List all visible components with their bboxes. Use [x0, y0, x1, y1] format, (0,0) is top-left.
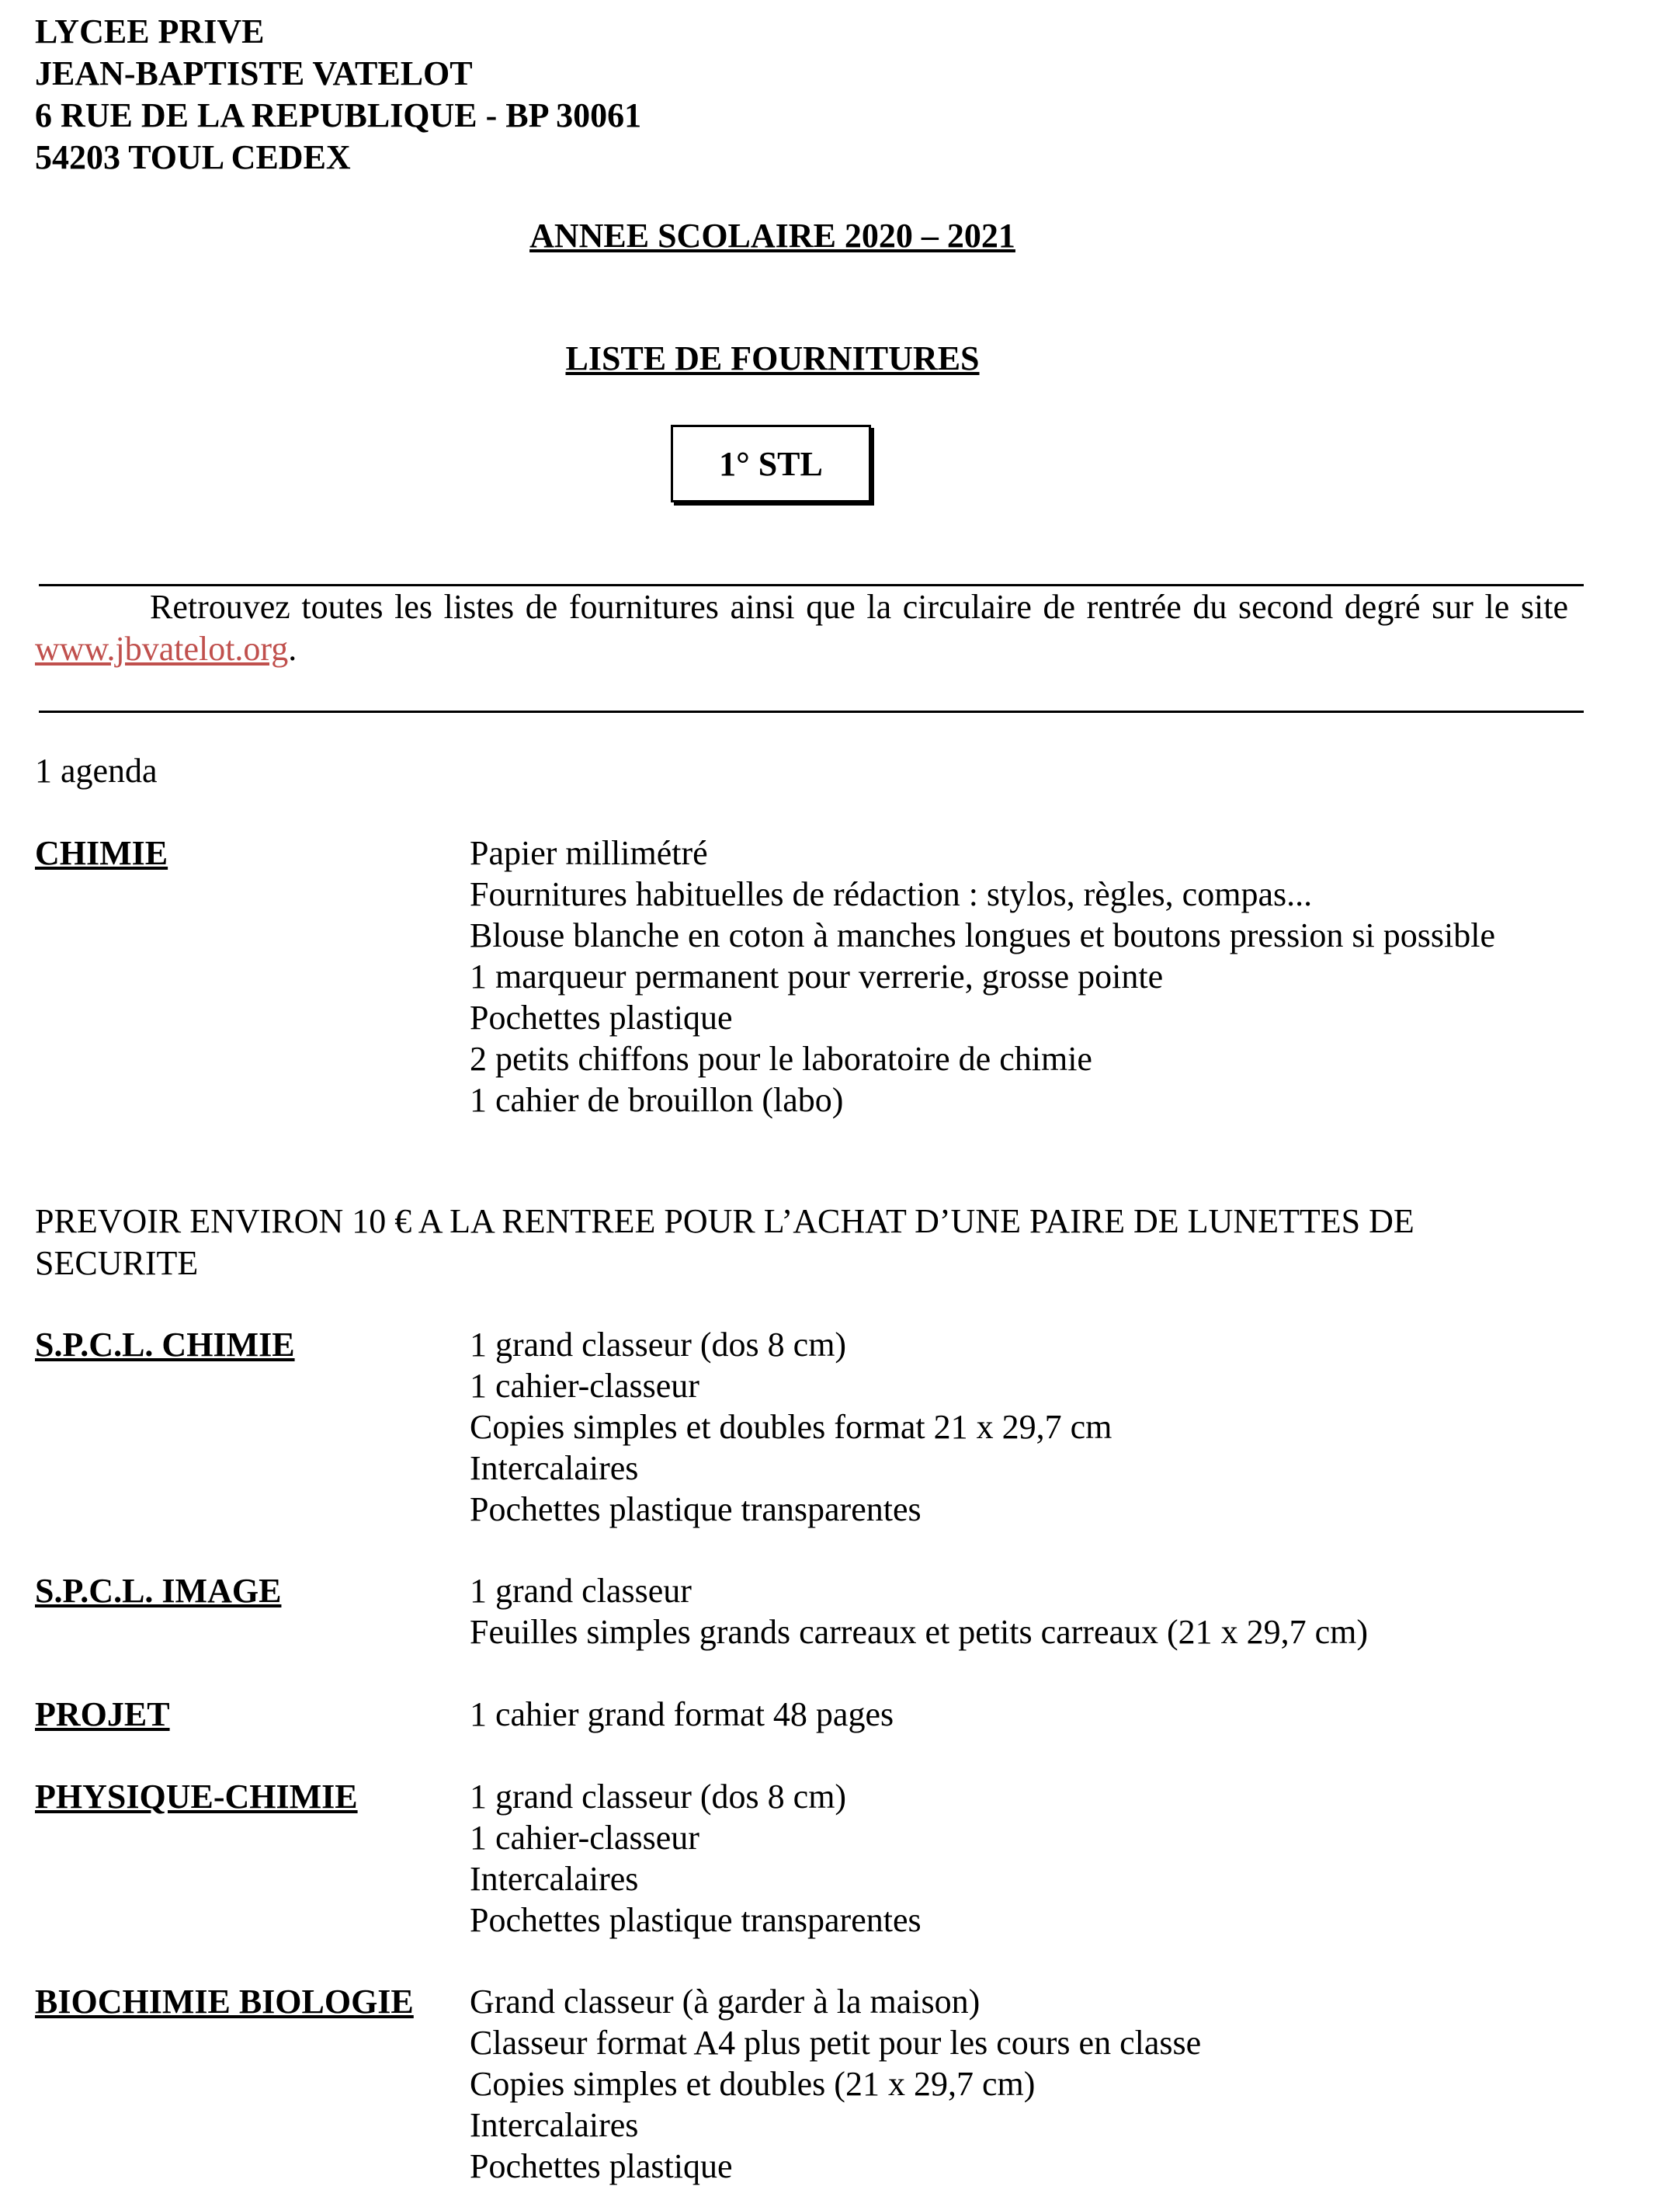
section-items — [470, 1694, 1537, 1735]
list-item: Feuilles simples grands carreaux et petits carreaux (21 x 29,7 cm) — [470, 1613, 1369, 1651]
page-title: LISTE DE FOURNITURES — [565, 339, 980, 377]
section-label: CHIMIE — [35, 834, 168, 872]
list-item: 1 grand classeur (dos 8 cm) — [470, 1326, 847, 1364]
list-item: 1 cahier-classeur — [470, 1367, 699, 1405]
section-items — [470, 1324, 1537, 1530]
section-label: S.P.C.L. IMAGE — [35, 1572, 282, 1610]
address-line: LYCEE PRIVE — [35, 12, 265, 50]
section-label: BIOCHIMIE BIOLOGIE — [35, 1983, 414, 2021]
section-label: PHYSIQUE-CHIMIE — [35, 1778, 358, 1816]
section-items — [470, 1570, 1537, 1653]
class-label: 1° STL — [719, 444, 823, 483]
address-line: 54203 TOUL CEDEX — [35, 138, 351, 176]
notice-text: Retrouvez toutes les listes de fournitures ainsi que la circulaire de rentrée du second degré sur le site — [150, 588, 1568, 626]
address-line: JEAN-BAPTISTE VATELOT — [35, 54, 473, 92]
list-item: Pochettes plastique — [470, 999, 733, 1037]
section-items — [470, 832, 1537, 1121]
list-item: 1 cahier de brouillon (labo) — [470, 1081, 844, 1119]
list-item: 1 grand classeur (dos 8 cm) — [470, 1778, 847, 1816]
list-item: Pochettes plastique — [470, 2147, 733, 2185]
safety-notice: PREVOIR ENVIRON 10 € A LA RENTREE POUR L’ACHAT D’UNE PAIRE DE LUNETTES DE SECURITE — [35, 1202, 1414, 1282]
class-label-box — [671, 425, 871, 502]
list-item: Pochettes plastique transparentes — [470, 1490, 922, 1528]
section-label: S.P.C.L. CHIMIE — [35, 1326, 295, 1364]
list-item: Blouse blanche en coton à manches longues et boutons pression si possible — [470, 916, 1495, 954]
list-item: Intercalaires — [470, 2106, 639, 2144]
list-item: 1 cahier grand format 48 pages — [470, 1695, 894, 1733]
general-item: 1 agenda — [35, 752, 158, 790]
website-link[interactable]: www.jbvatelot.org — [35, 630, 289, 668]
divider — [39, 711, 1584, 713]
school-address — [35, 11, 641, 179]
notice-paragraph — [35, 586, 1568, 670]
list-item: Intercalaires — [470, 1860, 639, 1898]
list-item: 1 marqueur permanent pour verrerie, grosse pointe — [470, 957, 1164, 996]
list-item: Fournitures habituelles de rédaction : stylos, règles, compas... — [470, 875, 1313, 913]
list-item: Papier millimétré — [470, 834, 708, 872]
school-year: ANNEE SCOLAIRE 2020 – 2021 — [529, 217, 1015, 255]
list-item: Grand classeur (à garder à la maison) — [470, 1983, 981, 2021]
list-item: Intercalaires — [470, 1449, 639, 1487]
list-item: 2 petits chiffons pour le laboratoire de chimie — [470, 1040, 1092, 1078]
notice-text-end: . — [288, 630, 297, 668]
list-item: Pochettes plastique transparentes — [470, 1901, 922, 1939]
section-items — [470, 1776, 1537, 1941]
list-item: 1 cahier-classeur — [470, 1819, 699, 1857]
section-label: PROJET — [35, 1695, 170, 1733]
list-item: 1 grand classeur — [470, 1572, 692, 1610]
list-item: Classeur format A4 plus petit pour les cours en classe — [470, 2024, 1202, 2062]
address-line: 6 RUE DE LA REPUBLIQUE - BP 30061 — [35, 96, 642, 134]
list-item: Copies simples et doubles format 21 x 29,7 cm — [470, 1408, 1112, 1446]
section-items — [470, 1981, 1537, 2187]
list-item: Copies simples et doubles (21 x 29,7 cm) — [470, 2065, 1036, 2103]
